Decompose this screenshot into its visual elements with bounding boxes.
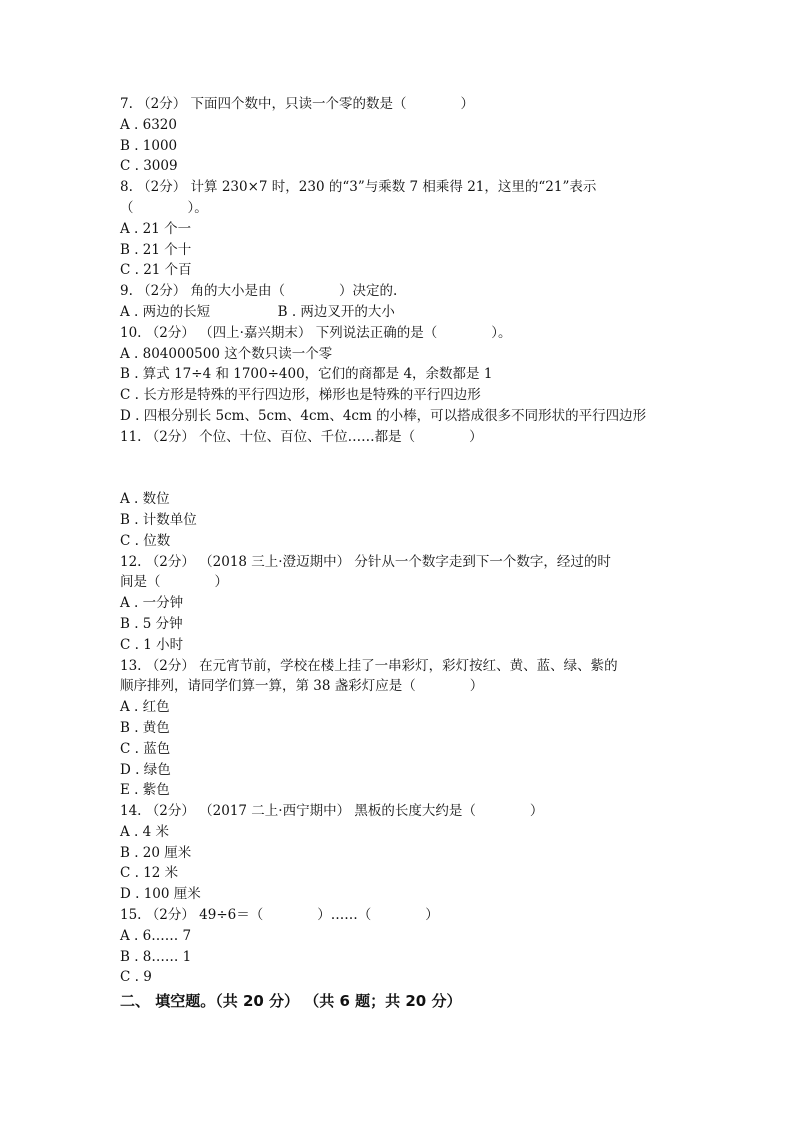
q12-option-c: C . 1 小时: [120, 636, 184, 653]
q13-option-e: E . 紫色: [120, 782, 170, 799]
blank-space: [120, 448, 680, 490]
q15-option-a: A . 6…… 7: [120, 927, 192, 944]
q13-option-a: A . 红色: [120, 699, 170, 716]
q9-options: A . 两边的长短 B . 两边叉开的大小: [120, 303, 395, 320]
q9-stem: 9. （2分） 角的大小是由（ ）决定的.: [120, 283, 398, 300]
q7-option-b: B . 1000: [120, 137, 178, 154]
q13-option-c: C . 蓝色: [120, 740, 171, 757]
q13-stem-line2: 顺序排列，请同学们算一算，第 38 盏彩灯应是（ ）: [120, 678, 484, 695]
q12-option-a: A . 一分钟: [120, 595, 184, 612]
q11-option-a: A . 数位: [120, 491, 170, 508]
q14-option-c: C . 12 米: [120, 865, 179, 882]
q10-option-b: B . 算式 17÷4 和 1700÷400，它们的商都是 4，余数都是 1: [120, 366, 493, 383]
q7-stem: 7. （2分） 下面四个数中，只读一个零的数是（ ）: [120, 96, 475, 112]
q13-option-b: B . 黄色: [120, 719, 170, 736]
q12-stem-line1: 12. （2分） （2018 三上·澄迈期中） 分针从一个数字走到下一个数字，经过的时: [120, 553, 611, 570]
q8-option-a: A . 21 个一: [120, 220, 192, 237]
q14-option-b: B . 20 厘米: [120, 844, 192, 861]
q14-option-a: A . 4 米: [120, 823, 170, 840]
q8-stem-line2: （ ）。: [120, 199, 208, 216]
q15-option-b: B . 8…… 1: [120, 948, 192, 965]
q13-stem-line1: 13. （2分） 在元宵节前，学校在楼上挂了一串彩灯，彩灯按红、黄、蓝、绿、紫的: [120, 657, 618, 674]
q10-option-a: A . 804000500 这个数只读一个零: [120, 345, 333, 362]
q10-stem: 10. （2分） （四上·嘉兴期末） 下列说法正确的是（ ）。: [120, 324, 512, 341]
q7-option-a: A . 6320: [120, 116, 177, 133]
q11-option-c: C . 位数: [120, 532, 171, 549]
q11-stem: 11. （2分） 个位、十位、百位、千位……都是（ ）: [120, 428, 483, 445]
q7-option-c: C . 3009: [120, 158, 178, 175]
q12-stem-line2: 间是（ ）: [120, 574, 228, 591]
q14-stem: 14. （2分） （2017 二上·西宁期中） 黑板的长度大约是（ ）: [120, 803, 544, 820]
q10-option-d: D . 四根分别长 5cm、5cm、4cm、4cm 的小棒，可以搭成很多不同形状的平行四边形: [120, 407, 647, 424]
q10-option-c: C . 长方形是特殊的平行四边形，梯形也是特殊的平行四边形: [120, 387, 481, 404]
q8-option-c: C . 21 个百: [120, 262, 192, 279]
q15-stem: 15. （2分） 49÷6＝（ ）……（ ）: [120, 907, 439, 924]
exam-page: [120, 94, 680, 1012]
q11-option-b: B . 计数单位: [120, 511, 197, 528]
q13-option-d: D . 绿色: [120, 761, 171, 778]
q8-option-b: B . 21 个十: [120, 241, 192, 258]
q8-stem-line1: 8. （2分） 计算 230×7 时，230 的“3”与乘数 7 相乘得 21，这里的“21”表示: [120, 179, 597, 196]
section-heading: 二、 填空题。（共 20 分） （共 6 题；共 20 分）: [120, 992, 462, 1011]
q12-option-b: B . 5 分钟: [120, 615, 183, 632]
q15-option-c: C . 9: [120, 969, 152, 986]
q14-option-d: D . 100 厘米: [120, 886, 201, 903]
